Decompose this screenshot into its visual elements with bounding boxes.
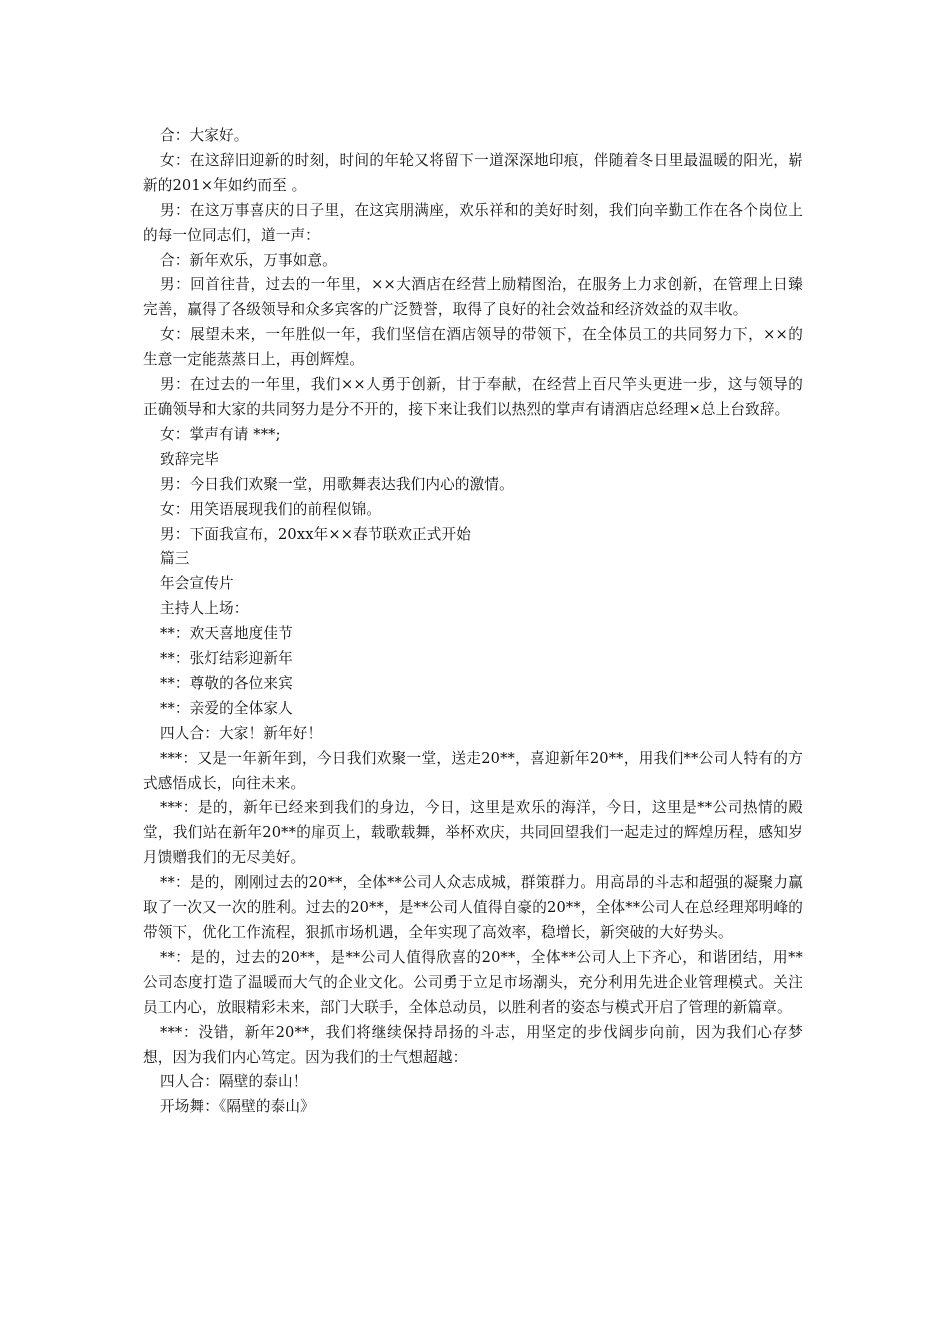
paragraph: **：亲爱的全体家人 <box>160 699 293 717</box>
paragraph: 致辞完毕 <box>160 450 219 468</box>
paragraph: **：张灯结彩迎新年 <box>160 650 293 668</box>
paragraph: 合：大家好。 <box>160 127 249 144</box>
paragraph: ***：是的，新年已经来到我们的身边，今日，这里是欢乐的海洋，今日，这里是**公司热情的殿堂，我们站在新年20**的扉页上，载歌载舞，举杯欢庆，共同回望我们一起走过的辉煌历程，感知岁月馈赠我们的无尽美好。 <box>143 799 803 867</box>
paragraph: 女：掌声有请 ***; <box>160 425 281 443</box>
paragraph: 主持人上场： <box>160 600 249 618</box>
paragraph: 男：今日我们欢聚一堂，用歌舞表达我们内心的激情。 <box>160 475 514 493</box>
section-heading: 篇三 <box>160 550 190 568</box>
paragraph: 女：展望未来，一年胜似一年，我们坚信在酒店领导的带领下，在全体员工的共同努力下，××的生意一定能蒸蒸日上，再创辉煌。 <box>143 326 803 369</box>
paragraph: 男：回首往昔，过去的一年里，××大酒店在经营上励精图治，在服务上力求创新，在管理上日臻完善，赢得了各级领导和众多宾客的广泛赞誉，取得了良好的社会效益和经济效益的双丰收。 <box>143 276 803 319</box>
document-body <box>143 124 803 1120</box>
paragraph: ***：又是一年新年到，今日我们欢聚一堂，送走20**，喜迎新年20**，用我们**公司人特有的方式感悟成长，向往未来。 <box>143 749 803 792</box>
paragraph: **：是的，过去的20**，是**公司人值得欣喜的20**，全体**公司人上下齐心，和谐团结，用**公司态度打造了温暖而大气的企业文化。公司勇于立足市场潮头，充分利用先进企业管理模式。关注员工内心，放眼精彩未来，部门大联手，全体总动员，以胜利者的姿态与模式开启了管理的新篇章。 <box>143 948 803 1016</box>
paragraph: 男：下面我宣布，20xx年××春节联欢正式开始 <box>160 525 472 543</box>
paragraph: 年会宣传片 <box>160 575 234 593</box>
paragraph: 开场舞：《隔壁的泰山》 <box>160 1098 315 1116</box>
paragraph: **：尊敬的各位来宾 <box>160 674 293 692</box>
paragraph: 女：用笑语展现我们的前程似锦。 <box>160 500 382 518</box>
paragraph: **：是的，刚刚过去的20**，全体**公司人众志成城，群策群力。用高昂的斗志和超强的凝聚力赢取了一次又一次的胜利。过去的20**，是**公司人值得自豪的20**，全体**公司人在总经理郑明峰的带领下，优化工作流程，狠抓市场机遇，全年实现了高效率，稳增长，新突破的大好势头。 <box>143 874 803 941</box>
paragraph: 四人合：隔壁的泰山！ <box>160 1073 308 1091</box>
paragraph: 男：在这万事喜庆的日子里，在这宾朋满座，欢乐祥和的美好时刻，我们向辛勤工作在各个岗位上的每一位同志们，道一声： <box>143 201 803 244</box>
paragraph: 四人合：大家！新年好！ <box>160 724 323 742</box>
paragraph: **：欢天喜地度佳节 <box>160 625 293 643</box>
paragraph: ***：没错，新年20**，我们将继续保持昂扬的斗志，用坚定的步伐阔步向前，因为我们心存梦想，因为我们内心笃定。因为我们的士气想超越： <box>143 1023 803 1066</box>
paragraph: 合：新年欢乐，万事如意。 <box>160 251 337 269</box>
paragraph: 女：在这辞旧迎新的时刻，时间的年轮又将留下一道深深地印痕，伴随着冬日里最温暖的阳光，崭新的201×年如约而至 。 <box>143 151 803 194</box>
paragraph: 男：在过去的一年里，我们××人勇于创新，甘于奉献，在经营上百尺竿头更进一步，这与领导的正确领导和大家的共同努力是分不开的，接下来让我们以热烈的掌声有请酒店总经理×总上台致辞。 <box>143 376 803 418</box>
